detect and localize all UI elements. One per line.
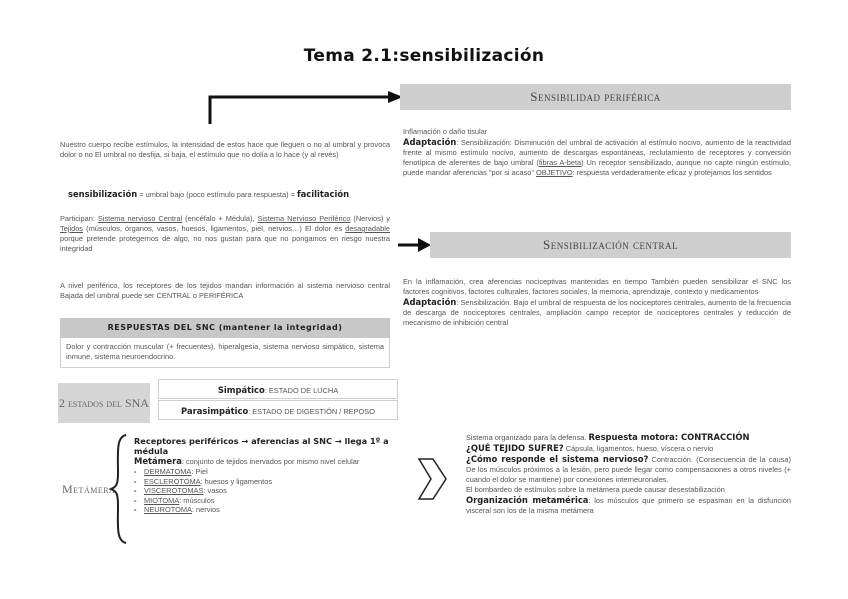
participan-a: Participan:: [60, 214, 98, 223]
item-rest: : músculos: [179, 495, 215, 505]
snc-term: Sistema nervioso Central: [97, 214, 183, 223]
chevron-right-outline-icon: [415, 456, 449, 502]
tejido-answer: Cápsula, ligamentos, hueso, víscera o nervio: [563, 444, 714, 453]
periferica-text: [403, 127, 791, 178]
simpatico-text: : ESTADO DE LUCHA: [264, 386, 339, 395]
item-name: VISCEROTOMAS: [144, 486, 204, 495]
arrow-right-icon: [398, 237, 432, 253]
organizacion-text: : los músculos que primero se espasman en la disfunción visceral son los de la misma metámera: [466, 496, 791, 515]
adaptacion-text-b: ) Un receptor sensibilizado, aunque no capte ningún estímulo, puede mandar aferencias "por si acaso": [403, 158, 791, 177]
adaptacion-text-c: : respuesta verdaderamente eficaz y protejamos los sentidos: [572, 168, 772, 177]
participan-c: (Nervios) y: [350, 214, 390, 223]
snp-term: Sistema Nervioso Periférico: [257, 214, 351, 223]
desagradable-term: desagradable: [345, 224, 390, 233]
adaptacion-central-keyword: Adaptación: [403, 297, 457, 307]
simpatico-box: [158, 379, 398, 399]
metamera-keyword: Metámera: [134, 456, 182, 466]
snc-responses-body: Dolor y contracción muscular (+ frecuentes), hiperalgesia, sistema nervioso simpático, sistema inmune, sistema neuroendocrino.: [60, 338, 390, 368]
adaptacion-periferica: [403, 137, 791, 178]
page-title: Tema 2.1:sensibilización: [303, 46, 545, 66]
band-sensibilizacion-central: Sensibilización central: [430, 232, 791, 258]
participan-e: porque pretende protegernos de algo, no nos gustan para que no pongamos en riesgo nuestra integridad: [60, 234, 390, 253]
participan-b: (encéfalo + Médula),: [182, 214, 258, 223]
elbow-arrow-icon: [200, 88, 405, 126]
como-answer: Contracción. (Consecuencia de la causa) De los músculos próximos a la lesión, pero puede llegar como compensaciones a otros niveles (+ cuando el dolor se mantiene) por conexiones interneuronales.: [466, 455, 791, 484]
receptores-line: Receptores periféricos → aferencias al SNC → llega 1º a médula: [134, 436, 389, 456]
metamera-block: [134, 436, 400, 515]
item-name: MIOTOMA: [144, 495, 180, 505]
metamera-list: [134, 467, 400, 515]
list-item: - ESCLEROTOMA: huesos y ligamentos: [134, 476, 273, 486]
motor-response-block: [466, 432, 791, 516]
metamera-label: Metámera: [62, 482, 116, 496]
tejido-question: ¿QUÉ TEJIDO SUFRE?: [466, 443, 564, 453]
item-rest: : vasos: [203, 486, 227, 495]
equation-middle: = umbral bajo (poco estímulo para respuesta) =: [137, 190, 297, 199]
bombardeo-line: El bombardeo de estímulos sobre la metámera puede causar desestabilización: [466, 485, 725, 494]
item-rest: : Piel: [191, 467, 208, 476]
nivel-paragraph: A nivel periférico, los receptores de los tejidos mandan información al sistema nervioso central Bajada del umbral puede ser CENTRAL o PERIFÉRICA: [60, 281, 390, 300]
item-rest: : nervios: [191, 505, 220, 514]
organizacion-line: [466, 495, 791, 516]
parasimpatico-box: [158, 400, 398, 420]
item-name: NEUROTOMA: [144, 505, 192, 514]
simpatico-keyword: Simpático: [217, 385, 265, 395]
central-text: [403, 277, 791, 328]
participan-d: (músculos, órganos, vasos, huesos, ligamentos, piel, nervios…) El dolor es: [83, 224, 346, 233]
como-responde: [466, 454, 791, 485]
list-item: - DERMATOMA: Piel: [134, 467, 208, 476]
facilitacion-keyword: facilitación: [296, 189, 350, 199]
adaptacion-keyword: Adaptación: [403, 137, 457, 147]
adaptacion-text-a: : Sensibilización: Disminución del umbral de activación al estímulo nocivo, aumento de la reactividad frente al mismo estímulo nocivo, aumento de descargas espontáneas, reclutamiento de receptores y conversión fenotípica de aferentes de bajo umbral (: [403, 138, 791, 167]
curly-brace-icon: [108, 433, 130, 545]
item-name: ESCLEROTOMA: [144, 476, 201, 486]
fibras-link: fibras A-beta: [538, 158, 582, 167]
sensibilizacion-equation: [68, 189, 398, 199]
adaptacion-central: [403, 297, 791, 328]
como-question: ¿Cómo responde el sistema nervioso?: [466, 454, 649, 464]
defensa-text: Sistema organizado para la defensa: [466, 433, 585, 442]
metamera-definition: [134, 456, 400, 467]
band-sensibilidad-periferica: Sensibilidad periférica: [400, 84, 791, 110]
central-paragraph: En la inflamación, crea aferencias nociceptivas mantenidas en tiempo También pueden sensibilizar el SNC los factores cognitivos, factores culturales, factores sociales, la memoria, aprendizaje, contexto y medicamentos: [403, 277, 791, 296]
parasimpatico-keyword: Parasimpático: [181, 406, 249, 416]
defensa-line: Sistema organizado para la defensa. Respuesta motora: CONTRACCIÓN: [466, 432, 750, 442]
list-item: - VISCEROTOMAS: vasos: [134, 486, 227, 495]
parasimpatico-text: : ESTADO DE DIGESTIÓN / REPOSO: [248, 407, 375, 416]
inflamacion-line: Inflamación o daño tisular: [403, 127, 488, 136]
tejidos-term: Tejidos: [60, 224, 84, 233]
snc-responses-header: RESPUESTAS DEL SNC (mantener la integridad): [60, 318, 390, 338]
adaptacion-central-text: : Sensibilización. Bajo el umbral de respuesta de los nociceptores centrales, aumento de la frecuencia de descarga de nociceptores centrales, ampliación campo receptor de nociceptores centrales y reducción de mecanismo de inhibición central: [403, 298, 791, 327]
organizacion-keyword: Organización metamérica: [466, 495, 589, 505]
sensibilizacion-keyword: sensibilización: [68, 189, 138, 199]
respuesta-motora-keyword: Respuesta motora: CONTRACCIÓN: [588, 432, 750, 442]
item-name: DERMATOMA: [144, 467, 192, 476]
participan-paragraph: [60, 214, 390, 254]
intro-paragraph: Nuestro cuerpo recibe estímulos, la intensidad de estos hace que lleguen o no al umbral y provoca dolor o no El umbral no desfija, si baja, el estímulo que no dolía a lo hace (y al revés): [60, 140, 390, 159]
list-item: - MIOTOMA: músculos: [134, 495, 215, 505]
list-item: - NEUROTOMA: nervios: [134, 505, 220, 514]
tejido-line: [466, 443, 791, 454]
objetivo-label: OBJETIVO: [536, 168, 573, 177]
item-rest: : huesos y ligamentos: [200, 476, 273, 486]
metamera-text: : conjunto de tejidos inervados por mismo nivel celular: [181, 457, 360, 466]
sna-states-label: 2 estados del SNA: [58, 383, 150, 423]
